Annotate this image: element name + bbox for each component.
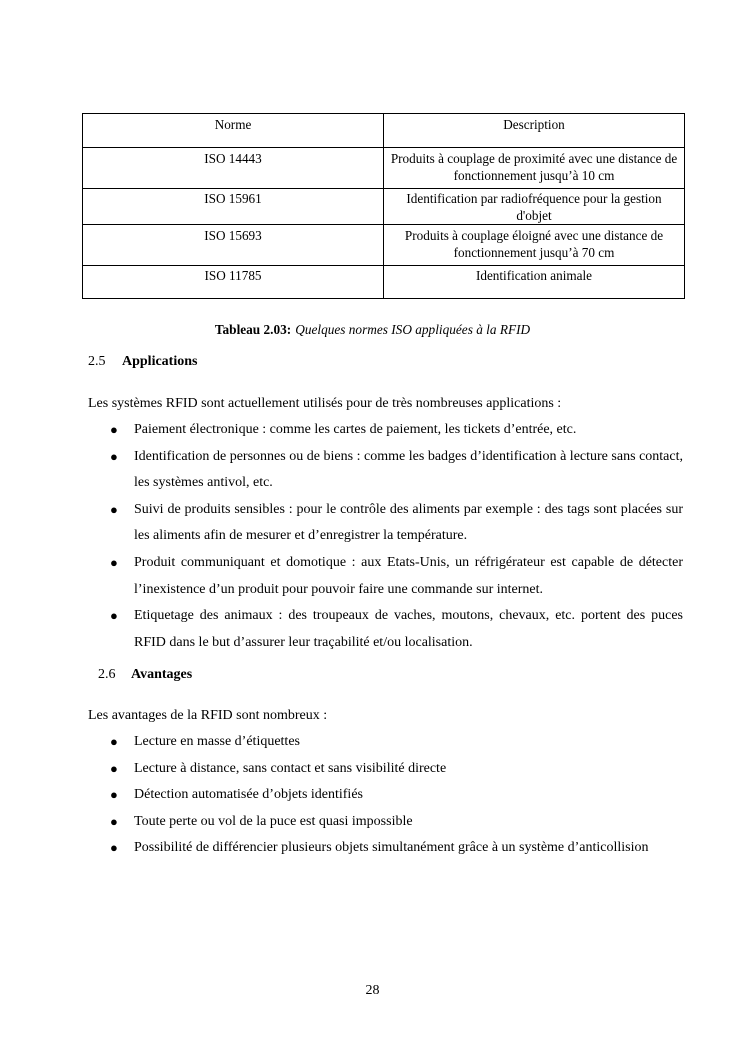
table-cell-norme: ISO 15961 <box>83 189 384 225</box>
section-title: Avantages <box>131 667 193 682</box>
table-cell-description: Identification animale <box>384 266 685 299</box>
bullet-icon: ● <box>110 501 118 517</box>
bullet-icon: ● <box>110 554 118 570</box>
table-cell-description: Produits à couplage éloigné avec une distance de fonctionnement jusqu’à 70 cm <box>384 225 685 266</box>
table-cell-description: Produits à couplage de proximité avec une distance de fonctionnement jusqu’à 10 cm <box>384 148 685 189</box>
iso-standards-table <box>82 113 685 299</box>
bullet-icon: ● <box>110 422 118 437</box>
section-number: 2.5 <box>88 354 106 369</box>
list-item: ● Identification de personnes ou de biens : comme les badges d’identification à lecture sans contact, les systèmes antivol, etc. <box>88 444 683 497</box>
bullet-icon: ● <box>110 760 118 776</box>
table-cell-norme: ISO 11785 <box>83 266 384 299</box>
applications-list <box>88 417 683 656</box>
avantages-intro: Les avantages de la RFID sont nombreux : <box>88 708 328 723</box>
section-heading-avantages <box>98 666 192 684</box>
table-cell-norme: ISO 15693 <box>83 225 384 266</box>
table-cell-description: Identification par radiofréquence pour la gestion d'objet <box>384 189 685 225</box>
page-number: 28 <box>365 983 380 998</box>
list-item: ● Etiquetage des animaux : des troupeaux de vaches, moutons, chevaux, etc. portent des puces RFID dans le but d’assurer leur traçabilité et/ou localisation. <box>88 603 683 656</box>
bullet-icon: ● <box>110 813 118 829</box>
list-item: ● Produit communiquant et domotique : aux Etats-Unis, un réfrigérateur est capable de détecter l’inexistence d’un produit pour pouvoir faire une commande sur internet. <box>88 550 683 603</box>
table-row <box>83 266 685 299</box>
list-item: ● Paiement électronique : comme les cartes de paiement, les tickets d’entrée, etc. <box>88 417 683 444</box>
table-header-norme: Norme <box>83 114 384 148</box>
list-item: ● Lecture en masse d’étiquettes <box>88 729 683 756</box>
avantages-list <box>88 729 683 862</box>
list-item: ● Suivi de produits sensibles : pour le contrôle des aliments par exemple : des tags sont placées sur les aliments afin de mesurer et d’enregistrer la température. <box>88 497 683 550</box>
table-row <box>83 225 685 266</box>
table-cell-norme: ISO 14443 <box>83 148 384 189</box>
list-item: ● Toute perte ou vol de la puce est quasi impossible <box>88 809 683 836</box>
bullet-icon: ● <box>110 840 118 856</box>
bullet-icon: ● <box>110 608 118 624</box>
section-heading-applications <box>88 353 197 371</box>
applications-intro: Les systèmes RFID sont actuellement utilisés pour de très nombreuses applications : <box>88 396 562 411</box>
table-caption-text: Quelques normes ISO appliquées à la RFID <box>295 322 531 337</box>
list-item: ● Détection automatisée d’objets identifiés <box>88 782 683 809</box>
bullet-icon: ● <box>110 787 118 803</box>
table-row <box>83 189 685 225</box>
table-caption <box>0 321 745 338</box>
table-caption-label: Tableau 2.03: <box>214 322 292 337</box>
section-number: 2.6 <box>98 667 116 682</box>
bullet-icon: ● <box>110 734 118 749</box>
table-header-description: Description <box>384 114 685 148</box>
bullet-icon: ● <box>110 448 118 464</box>
list-item: ● Possibilité de différencier plusieurs objets simultanément grâce à un système d’anticollision <box>88 835 683 862</box>
table-header-row <box>83 114 685 148</box>
table-row <box>83 148 685 189</box>
section-title: Applications <box>122 354 198 369</box>
list-item: ● Lecture à distance, sans contact et sans visibilité directe <box>88 756 683 783</box>
